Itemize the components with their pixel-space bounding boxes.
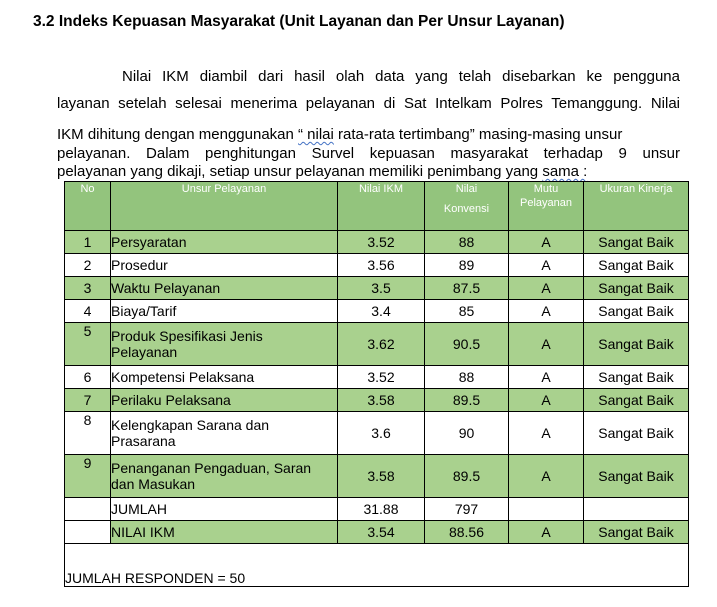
cell-ikm: 3.6 — [338, 412, 425, 455]
cell-unsur: Biaya/Tarif — [111, 300, 338, 323]
ikm-table — [64, 181, 689, 587]
cell-konversi: 90 — [425, 412, 509, 455]
header-nilai-ikm: Nilai IKM — [338, 182, 425, 231]
cell-unsur-line1: Produk Spesifikasi Jenis — [111, 328, 263, 344]
nilai-ikm-kinerja: Sangat Baik — [584, 521, 689, 544]
cell-ikm: 3.4 — [338, 300, 425, 323]
nilai-ikm-konversi: 88.56 — [425, 521, 509, 544]
cell-mutu: A — [509, 389, 584, 412]
cell-kinerja: Sangat Baik — [584, 254, 689, 277]
cell-unsur-line1: Kelengkapan Sarana dan — [111, 417, 270, 433]
cell-unsur — [111, 455, 338, 498]
cell-konversi: 89.5 — [425, 389, 509, 412]
jumlah-kinerja-empty — [584, 498, 689, 521]
paragraph-line-5 — [57, 163, 680, 180]
cell-unsur: Prosedur — [111, 254, 338, 277]
cell-no: 2 — [65, 254, 111, 277]
cell-ikm: 3.5 — [338, 277, 425, 300]
cell-no: 6 — [65, 366, 111, 389]
header-kinerja: Ukuran Kinerja — [584, 182, 689, 231]
cell-no: 9 — [65, 455, 111, 498]
nilai-ikm-value: 3.54 — [338, 521, 425, 544]
cell-konversi: 88 — [425, 366, 509, 389]
cell-kinerja: Sangat Baik — [584, 300, 689, 323]
cell-no: 3 — [65, 277, 111, 300]
cell-kinerja: Sangat Baik — [584, 412, 689, 455]
jumlah-label: JUMLAH — [111, 498, 338, 521]
cell-konversi: 87.5 — [425, 277, 509, 300]
table-row — [65, 231, 689, 254]
cell-no: 5 — [65, 323, 111, 366]
table-row — [65, 300, 689, 323]
paragraph-line-3-end: rata-rata tertimbang” masing-masing unsur — [333, 126, 623, 143]
jumlah-ikm: 31.88 — [338, 498, 425, 521]
section-heading: 3.2 Indeks Kepuasan Masyarakat (Unit Layanan dan Per Unsur Layanan) — [33, 13, 565, 30]
jumlah-responden: JUMLAH RESPONDEN = 50 — [65, 544, 689, 587]
cell-no-empty — [65, 521, 111, 544]
header-mutu-line2: Pelayanan — [520, 197, 572, 209]
table-row — [65, 366, 689, 389]
cell-konversi: 88 — [425, 231, 509, 254]
spellcheck-word: “ nilai — [298, 126, 334, 143]
table-header-row — [65, 182, 689, 231]
cell-mutu: A — [509, 412, 584, 455]
cell-konversi: 90.5 — [425, 323, 509, 366]
cell-mutu: A — [509, 366, 584, 389]
paragraph-line-3-start: IKM dihitung dengan menggunakan — [57, 126, 299, 143]
table-row — [65, 277, 689, 300]
cell-mutu: A — [509, 455, 584, 498]
paragraph-line-5-start: pelayanan yang dikaji, setiap unsur pelayanan memiliki penimbang yang — [57, 163, 543, 180]
table-row — [65, 412, 689, 455]
cell-kinerja: Sangat Baik — [584, 231, 689, 254]
header-nilai-konversi-line1: Nilai — [455, 183, 478, 195]
cell-ikm: 3.58 — [338, 389, 425, 412]
cell-no: 8 — [65, 412, 111, 455]
table-row — [65, 455, 689, 498]
cell-ikm: 3.52 — [338, 366, 425, 389]
header-nilai-konversi — [425, 182, 509, 231]
cell-ikm: 3.56 — [338, 254, 425, 277]
responden-row — [65, 544, 689, 587]
cell-unsur: Persyaratan — [111, 231, 338, 254]
cell-unsur-line2: Pelayanan — [111, 344, 178, 360]
cell-no: 1 — [65, 231, 111, 254]
paragraph-line-4: pelayanan. Dalam penghitungan Survel kepuasan masyarakat terhadap 9 unsur — [57, 145, 680, 162]
header-mutu — [509, 182, 584, 231]
cell-unsur-line2: dan Masukan — [111, 476, 196, 492]
cell-mutu: A — [509, 254, 584, 277]
cell-ikm: 3.58 — [338, 455, 425, 498]
cell-unsur: Perilaku Pelaksana — [111, 389, 338, 412]
header-no: No — [65, 182, 111, 231]
table-row — [65, 389, 689, 412]
cell-unsur-line2: Prasarana — [111, 433, 176, 449]
cell-kinerja: Sangat Baik — [584, 323, 689, 366]
cell-unsur: Kompetensi Pelaksana — [111, 366, 338, 389]
header-mutu-line1: Mutu — [533, 183, 559, 195]
spellcheck-word-2: sama : — [542, 163, 588, 180]
cell-mutu: A — [509, 300, 584, 323]
paragraph-line-1: Nilai IKM diambil dari hasil olah data yang telah disebarkan ke pengguna — [122, 68, 680, 85]
paragraph-line-2: layanan setelah selesai menerima pelayanan di Sat Intelkam Polres Temanggung. Nilai — [57, 95, 680, 112]
jumlah-mutu-empty — [509, 498, 584, 521]
cell-mutu: A — [509, 277, 584, 300]
cell-ikm: 3.62 — [338, 323, 425, 366]
cell-konversi: 89.5 — [425, 455, 509, 498]
jumlah-row — [65, 498, 689, 521]
jumlah-konversi: 797 — [425, 498, 509, 521]
cell-mutu: A — [509, 323, 584, 366]
cell-unsur — [111, 412, 338, 455]
cell-no: 7 — [65, 389, 111, 412]
cell-kinerja: Sangat Baik — [584, 277, 689, 300]
cell-konversi: 89 — [425, 254, 509, 277]
nilai-ikm-mutu: A — [509, 521, 584, 544]
cell-unsur: Waktu Pelayanan — [111, 277, 338, 300]
nilai-ikm-label: NILAI IKM — [111, 521, 338, 544]
cell-no: 4 — [65, 300, 111, 323]
cell-no-empty — [65, 498, 111, 521]
cell-kinerja: Sangat Baik — [584, 389, 689, 412]
cell-unsur — [111, 323, 338, 366]
header-nilai-konversi-line2: Konvensi — [443, 203, 490, 215]
table-row — [65, 323, 689, 366]
cell-ikm: 3.52 — [338, 231, 425, 254]
header-unsur: Unsur Pelayanan — [111, 182, 338, 231]
cell-unsur-line1: Penanganan Pengaduan, Saran — [111, 460, 312, 476]
nilai-ikm-row — [65, 521, 689, 544]
table-row — [65, 254, 689, 277]
cell-mutu: A — [509, 231, 584, 254]
cell-kinerja: Sangat Baik — [584, 455, 689, 498]
cell-kinerja: Sangat Baik — [584, 366, 689, 389]
cell-konversi: 85 — [425, 300, 509, 323]
paragraph-line-3 — [57, 126, 680, 143]
